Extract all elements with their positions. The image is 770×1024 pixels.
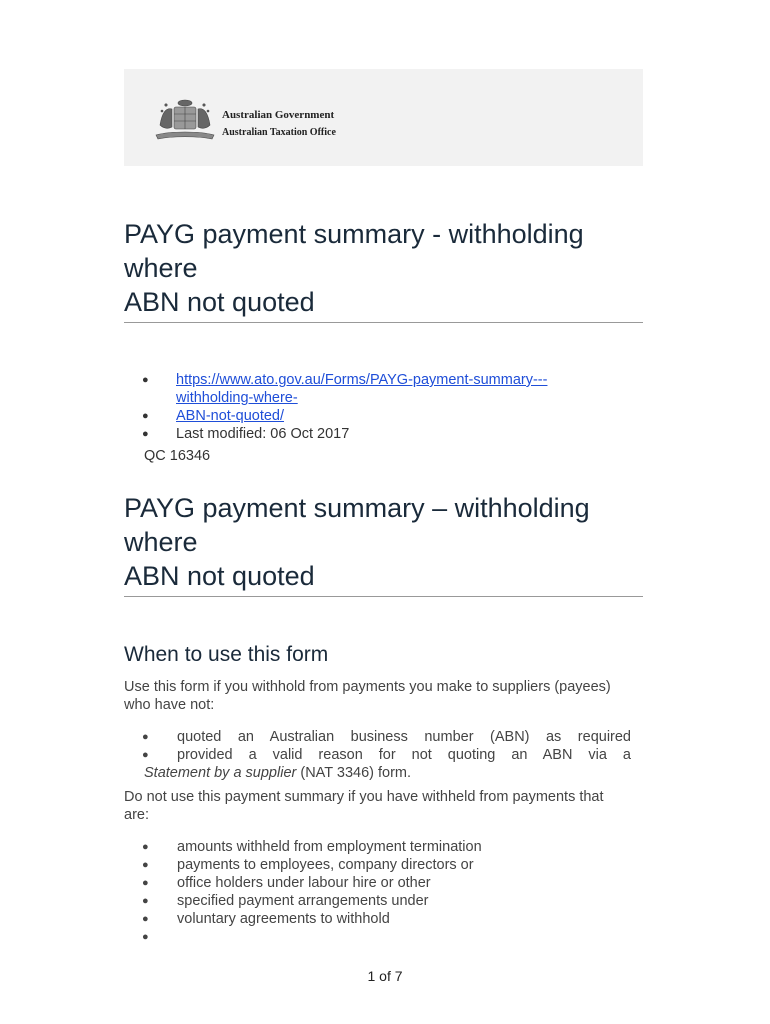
title-line: PAYG payment summary - withholding: [124, 219, 584, 249]
condition-tail: Statement by a supplier (NAT 3346) form.: [144, 765, 412, 781]
exclusions-list: [124, 838, 631, 943]
form-title: [124, 491, 643, 597]
list-item: ● office holders under labour hire or other: [142, 875, 431, 891]
source-url-link-continued[interactable]: ABN-not-quoted/: [176, 408, 285, 424]
list-item: ● voluntary agreements to withhold: [142, 911, 390, 927]
bullet-icon: ●: [142, 428, 149, 440]
bullet-icon: ●: [142, 895, 149, 907]
list-item: ● payments to employees, company directors or: [142, 857, 474, 873]
intro-paragraph: Use this form if you withhold from payments you make to suppliers (payees) who have not:: [124, 679, 611, 713]
section-heading: When to use this form: [124, 643, 329, 666]
title-line: ABN not quoted: [124, 287, 315, 317]
agency-name: Australian Taxation Office: [222, 127, 336, 138]
bullet-icon: ●: [142, 913, 149, 925]
bullet-icon: ●: [142, 877, 149, 889]
source-url-link[interactable]: https://www.ato.gov.au/Forms/PAYG-payment-summary--- withholding-where-: [176, 372, 548, 406]
header-banner: [124, 69, 643, 166]
list-item: [124, 425, 643, 443]
list-item: ● quoted an Australian business number (ABN) as required: [142, 729, 631, 745]
bullet-icon: ●: [142, 841, 149, 853]
title-line: where: [124, 527, 198, 557]
conditions-list: [124, 728, 631, 764]
qc-number: QC 16346: [144, 448, 211, 464]
list-item: ● specified payment arrangements under: [142, 893, 429, 909]
list-item: [124, 407, 643, 425]
government-name: Australian Government: [222, 109, 335, 121]
bullet-icon: ●: [142, 731, 149, 743]
page-number: 1 of 7: [367, 968, 403, 984]
bullet-icon: ●: [142, 749, 149, 761]
bullet-icon: ●: [142, 410, 149, 422]
exclusion-paragraph: Do not use this payment summary if you have withheld from payments that are:: [124, 789, 604, 823]
document-title: [124, 217, 643, 323]
title-line: PAYG payment summary – withholding: [124, 493, 590, 523]
list-item: ● amounts withheld from employment termination: [142, 839, 482, 855]
bullet-icon: ●: [142, 374, 149, 386]
bullet-icon: ●: [142, 859, 149, 871]
title-line: ABN not quoted: [124, 561, 315, 591]
commonwealth-coat-of-arms-icon: [152, 95, 218, 143]
list-item: [124, 371, 643, 407]
metadata-list: [124, 371, 643, 443]
title-line: where: [124, 253, 198, 283]
list-item: ● provided a valid reason for not quoting an ABN via a: [142, 747, 631, 763]
last-modified: Last modified: 06 Oct 2017: [176, 426, 350, 442]
bullet-icon: ●: [142, 931, 149, 943]
